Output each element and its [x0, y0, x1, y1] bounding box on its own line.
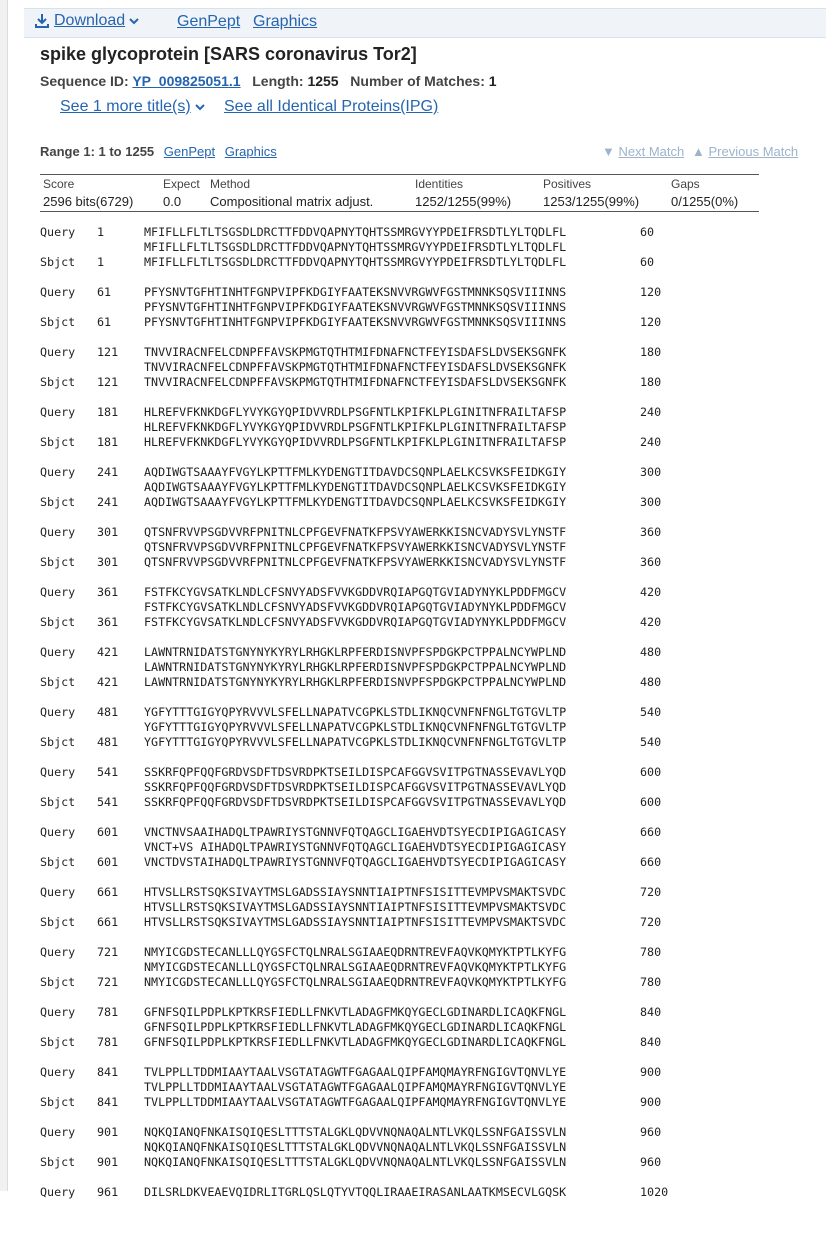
query-end: 120 [640, 285, 662, 299]
query-start: 481 [97, 705, 119, 719]
triangle-up-icon: ▲ [692, 144, 705, 159]
triangle-down-icon: ▼ [602, 144, 615, 159]
sbjct-start: 241 [97, 495, 119, 509]
query-sequence: LAWNTRNIDATSTGNYNYKYRYLRHGKLRPFERDISNVPFSPDGKPCTPPALNCYWPLND [144, 645, 567, 659]
see-more-titles-label[interactable]: See 1 more title(s) [60, 98, 191, 115]
query-label: Query [40, 525, 76, 539]
query-label: Query [40, 1005, 76, 1019]
query-start: 361 [97, 585, 119, 599]
length-value: 1255 [307, 73, 339, 89]
query-sequence: FSTFKCYGVSATKLNDLCFSNVYADSFVVKGDDVRQIAPGQTGVIADYNYKLPDDFMGCV [144, 585, 567, 599]
stats-header-positives: Positives [543, 177, 592, 191]
sbjct-end: 720 [640, 915, 662, 929]
see-identical-proteins-link[interactable]: See all Identical Proteins(IPG) [224, 98, 439, 115]
chevron-down-icon [129, 16, 139, 26]
sbjct-sequence: FSTFKCYGVSATKLNDLCFSNVYADSFVVKGDDVRQIAPGQTGVIADYNYKLPDDFMGCV [144, 615, 567, 629]
sbjct-end: 360 [640, 555, 662, 569]
stats-header-method: Method [210, 177, 251, 191]
sbjct-label: Sbjct [40, 1035, 76, 1049]
query-start: 61 [97, 285, 112, 299]
query-start: 961 [97, 1185, 119, 1199]
query-end: 840 [640, 1005, 662, 1019]
sbjct-start: 721 [97, 975, 119, 989]
sbjct-end: 540 [640, 735, 662, 749]
query-end: 600 [640, 765, 662, 779]
query-label: Query [40, 585, 76, 599]
query-end: 540 [640, 705, 662, 719]
sbjct-end: 900 [640, 1095, 662, 1109]
sbjct-sequence: GFNFSQILPDPLKPTKRSFIEDLLFNKVTLADAGFMKQYGECLGDINARDLICAQKFNGL [144, 1035, 567, 1049]
query-end: 300 [640, 465, 662, 479]
chevron-down-icon [195, 102, 205, 112]
stats-gaps: 0/1255(0%) [671, 194, 739, 209]
toolbar [24, 8, 826, 38]
query-label: Query [40, 1125, 76, 1139]
match-sequence: FSTFKCYGVSATKLNDLCFSNVYADSFVVKGDDVRQIAPGQTGVIADYNYKLPDDFMGCV [144, 600, 567, 614]
sbjct-end: 480 [640, 675, 662, 689]
sbjct-label: Sbjct [40, 855, 76, 869]
stats-header-score: Score [43, 177, 75, 191]
length-label: Length: [252, 73, 304, 89]
query-end: 420 [640, 585, 662, 599]
query-label: Query [40, 645, 76, 659]
query-start: 841 [97, 1065, 119, 1079]
match-sequence: HTVSLLRSTSQKSIVAYTMSLGADSSIAYSNNTIAIPTNFSISITTEVMPVSMAKTSVDC [144, 900, 567, 914]
download-icon [34, 13, 50, 29]
sbjct-sequence: YGFYTTTGIGYQPYRVVVLSFELLNAPATVCGPKLSTDLIKNQCVNFNFNGLTGTGVLTP [144, 735, 567, 749]
sbjct-end: 960 [640, 1155, 662, 1169]
query-start: 661 [97, 885, 119, 899]
sequence-id-label: Sequence ID: [40, 73, 129, 89]
graphics-link[interactable]: Graphics [253, 13, 318, 30]
genpept-link[interactable]: GenPept [177, 13, 241, 30]
sbjct-label: Sbjct [40, 915, 76, 929]
page-left-border [0, 0, 8, 1191]
query-label: Query [40, 825, 76, 839]
query-end: 720 [640, 885, 662, 899]
stats-expect: 0.0 [163, 194, 182, 209]
query-start: 541 [97, 765, 119, 779]
matches-label: Number of Matches: [350, 73, 485, 89]
query-sequence: TNVVIRACNFELCDNPFFAVSKPMGTQTHTMIFDNAFNCTFEYISDAFSLDVSEKSGNFK [144, 345, 567, 359]
sbjct-end: 600 [640, 795, 662, 809]
query-start: 781 [97, 1005, 119, 1019]
sbjct-start: 841 [97, 1095, 119, 1109]
query-start: 121 [97, 345, 119, 359]
match-sequence: NQKQIANQFNKAISQIQESLTTTSTALGKLQDVVNQNAQALNTLVKQLSSNFGAISSVLN [144, 1140, 567, 1154]
match-sequence: SSKRFQPFQQFGRDVSDFTDSVRDPKTSEILDISPCAFGGVSVITPGTNASSEVAVLYQD [144, 780, 567, 794]
query-sequence: MFIFLLFLTLTSGSDLDRCTTFDDVQAPNYTQHTSSMRGVYYPDEIFRSDTLYLTQDLFL [144, 225, 567, 239]
query-sequence: QTSNFRVVPSGDVVRFPNITNLCPFGEVFNATKFPSVYAWERKKISNCVADYSVLYNSTF [144, 525, 567, 539]
query-label: Query [40, 765, 76, 779]
query-label: Query [40, 1185, 76, 1199]
query-sequence: AQDIWGTSAAAYFVGYLKPTTFMLKYDENGTITDAVDCSQNPLAELKCSVKSFEIDKGIY [144, 465, 567, 479]
sbjct-sequence: NMYICGDSTECANLLLQYGSFCTQLNRALSGIAAEQDRNTREVFAQVKQMYKTPTLKYFG [144, 975, 567, 989]
sbjct-start: 1 [97, 255, 105, 269]
sbjct-label: Sbjct [40, 1095, 76, 1109]
match-sequence: GFNFSQILPDPLKPTKRSFIEDLLFNKVTLADAGFMKQYGECLGDINARDLICAQKFNGL [144, 1020, 567, 1034]
sbjct-sequence: HTVSLLRSTSQKSIVAYTMSLGADSSIAYSNNTIAIPTNFSISITTEVMPVSMAKTSVDC [144, 915, 567, 929]
match-sequence: MFIFLLFLTLTSGSDLDRCTTFDDVQAPNYTQHTSSMRGVYYPDEIFRSDTLYLTQDLFL [144, 240, 567, 254]
query-label: Query [40, 465, 76, 479]
sbjct-label: Sbjct [40, 615, 76, 629]
sbjct-start: 601 [97, 855, 119, 869]
query-label: Query [40, 225, 76, 239]
query-end: 1020 [640, 1185, 669, 1199]
sequence-title: spike glycoprotein [SARS coronavirus Tor2] [40, 44, 417, 64]
sbjct-end: 780 [640, 975, 662, 989]
match-sequence: VNCT+VS AIHADQLTPAWRIYSTGNNVFQTQAGCLIGAEHVDTSYECDIPIGAGICASY [144, 840, 567, 854]
range-header [40, 144, 277, 159]
stats-identities: 1252/1255(99%) [415, 194, 512, 209]
query-end: 780 [640, 945, 662, 959]
sbjct-sequence: AQDIWGTSAAAYFVGYLKPTTFMLKYDENGTITDAVDCSQNPLAELKCSVKSFEIDKGIY [144, 495, 567, 509]
query-end: 60 [640, 225, 655, 239]
sbjct-label: Sbjct [40, 375, 76, 389]
stats-score: 2596 bits(6729) [43, 194, 134, 209]
sbjct-sequence: NQKQIANQFNKAISQIQESLTTTSTALGKLQDVVNQNAQALNTLVKQLSSNFGAISSVLN [144, 1155, 567, 1169]
match-sequence: AQDIWGTSAAAYFVGYLKPTTFMLKYDENGTITDAVDCSQNPLAELKCSVKSFEIDKGIY [144, 480, 567, 494]
match-sequence: YGFYTTTGIGYQPYRVVVLSFELLNAPATVCGPKLSTDLIKNQCVNFNFNGLTGTGVLTP [144, 720, 567, 734]
sbjct-label: Sbjct [40, 1155, 76, 1169]
sbjct-end: 300 [640, 495, 662, 509]
sbjct-sequence: QTSNFRVVPSGDVVRFPNITNLCPFGEVFNATKFPSVYAWERKKISNCVADYSVLYNSTF [144, 555, 567, 569]
sequence-info [40, 73, 497, 89]
sbjct-sequence: PFYSNVTGFHTINHTFGNPVIPFKDGIYFAATEKSNVVRGWVFGSTMNNKSQSVIIINNS [144, 315, 567, 329]
query-start: 901 [97, 1125, 119, 1139]
range-label: Range 1: 1 to 1255 [40, 144, 155, 159]
sbjct-start: 121 [97, 375, 119, 389]
query-sequence: PFYSNVTGFHTINHTFGNPVIPFKDGIYFAATEKSNVVRGWVFGSTMNNKSQSVIIINNS [144, 285, 567, 299]
next-match-label[interactable]: Next Match [618, 144, 685, 159]
sbjct-label: Sbjct [40, 795, 76, 809]
match-sequence: LAWNTRNIDATSTGNYNYKYRYLRHGKLRPFERDISNVPFSPDGKPCTPPALNCYWPLND [144, 660, 567, 674]
range-genpept-link[interactable]: GenPept [163, 144, 216, 159]
sbjct-start: 181 [97, 435, 119, 449]
query-sequence: TVLPPLLTDDMIAAYTAALVSGTATAGWTFGAGAALQIPFAMQMAYRFNGIGVTQNVLYE [144, 1065, 567, 1079]
sbjct-start: 361 [97, 615, 119, 629]
sbjct-end: 840 [640, 1035, 662, 1049]
sbjct-end: 240 [640, 435, 662, 449]
stats-positives: 1253/1255(99%) [543, 194, 640, 209]
query-end: 240 [640, 405, 662, 419]
sbjct-label: Sbjct [40, 255, 76, 269]
previous-match-label[interactable]: Previous Match [708, 144, 799, 159]
previous-match-link[interactable] [692, 144, 798, 159]
query-label: Query [40, 885, 76, 899]
query-label: Query [40, 405, 76, 419]
sbjct-sequence: TVLPPLLTDDMIAAYTAALVSGTATAGWTFGAGAALQIPFAMQMAYRFNGIGVTQNVLYE [144, 1095, 567, 1109]
sbjct-start: 781 [97, 1035, 119, 1049]
sbjct-start: 421 [97, 675, 119, 689]
sbjct-sequence: HLREFVFKNKDGFLYVYKGYQPIDVVRDLPSGFNTLKPIFKLPLGINITNFRAILTAFSP [144, 435, 567, 449]
query-start: 241 [97, 465, 119, 479]
matches-value: 1 [488, 73, 497, 89]
query-start: 1 [97, 225, 105, 239]
query-start: 721 [97, 945, 119, 959]
sbjct-start: 901 [97, 1155, 119, 1169]
sbjct-start: 481 [97, 735, 119, 749]
sbjct-sequence: LAWNTRNIDATSTGNYNYKYRYLRHGKLRPFERDISNVPFSPDGKPCTPPALNCYWPLND [144, 675, 567, 689]
query-label: Query [40, 345, 76, 359]
stats-header-gaps: Gaps [671, 177, 700, 191]
sbjct-label: Sbjct [40, 975, 76, 989]
sbjct-end: 120 [640, 315, 662, 329]
query-end: 360 [640, 525, 662, 539]
query-sequence: NMYICGDSTECANLLLQYGSFCTQLNRALSGIAAEQDRNTREVFAQVKQMYKTPTLKYFG [144, 945, 567, 959]
sbjct-label: Sbjct [40, 495, 76, 509]
match-sequence: HLREFVFKNKDGFLYVYKGYQPIDVVRDLPSGFNTLKPIFKLPLGINITNFRAILTAFSP [144, 420, 567, 434]
query-end: 180 [640, 345, 662, 359]
query-start: 181 [97, 405, 119, 419]
query-label: Query [40, 945, 76, 959]
sbjct-start: 61 [97, 315, 112, 329]
query-sequence: HTVSLLRSTSQKSIVAYTMSLGADSSIAYSNNTIAIPTNFSISITTEVMPVSMAKTSVDC [144, 885, 567, 899]
query-sequence: NQKQIANQFNKAISQIQESLTTTSTALGKLQDVVNQNAQALNTLVKQLSSNFGAISSVLN [144, 1125, 567, 1139]
see-more-titles[interactable] [60, 98, 205, 116]
sbjct-end: 420 [640, 615, 662, 629]
query-sequence: SSKRFQPFQQFGRDVSDFTDSVRDPKTSEILDISPCAFGGVSVITPGTNASSEVAVLYQD [144, 765, 567, 779]
stats-header-identities: Identities [415, 177, 464, 191]
download-menu[interactable] [34, 12, 139, 30]
query-label: Query [40, 705, 76, 719]
query-label: Query [40, 1065, 76, 1079]
sbjct-start: 541 [97, 795, 119, 809]
query-end: 960 [640, 1125, 662, 1139]
sbjct-end: 660 [640, 855, 662, 869]
sbjct-sequence: MFIFLLFLTLTSGSDLDRCTTFDDVQAPNYTQHTSSMRGVYYPDEIFRSDTLYLTQDLFL [144, 255, 567, 269]
query-start: 301 [97, 525, 119, 539]
query-sequence: YGFYTTTGIGYQPYRVVVLSFELLNAPATVCGPKLSTDLIKNQCVNFNFNGLTGTGVLTP [144, 705, 567, 719]
query-start: 601 [97, 825, 119, 839]
alignment-stats-table [40, 174, 759, 212]
sbjct-end: 60 [640, 255, 655, 269]
query-end: 660 [640, 825, 662, 839]
sequence-id-link[interactable]: YP_009825051.1 [132, 73, 241, 89]
sbjct-sequence: VNCTDVSTAIHADQLTPAWRIYSTGNNVFQTQAGCLIGAEHVDTSYECDIPIGAGICASY [144, 855, 567, 869]
download-label[interactable]: Download [54, 12, 126, 29]
query-label: Query [40, 285, 76, 299]
query-start: 421 [97, 645, 119, 659]
sbjct-label: Sbjct [40, 735, 76, 749]
query-sequence: VNCTNVSAAIHADQLTPAWRIYSTGNNVFQTQAGCLIGAEHVDTSYECDIPIGAGICASY [144, 825, 567, 839]
match-sequence: PFYSNVTGFHTINHTFGNPVIPFKDGIYFAATEKSNVVRGWVFGSTMNNKSQSVIIINNS [144, 300, 567, 314]
match-sequence: TVLPPLLTDDMIAAYTAALVSGTATAGWTFGAGAALQIPFAMQMAYRFNGIGVTQNVLYE [144, 1080, 567, 1094]
sbjct-start: 661 [97, 915, 119, 929]
sbjct-sequence: TNVVIRACNFELCDNPFFAVSKPMGTQTHTMIFDNAFNCTFEYISDAFSLDVSEKSGNFK [144, 375, 567, 389]
query-sequence: GFNFSQILPDPLKPTKRSFIEDLLFNKVTLADAGFMKQYGECLGDINARDLICAQKFNGL [144, 1005, 567, 1019]
query-sequence: HLREFVFKNKDGFLYVYKGYQPIDVVRDLPSGFNTLKPIFKLPLGINITNFRAILTAFSP [144, 405, 567, 419]
stats-header-expect: Expect [163, 177, 200, 191]
query-end: 900 [640, 1065, 662, 1079]
match-sequence: TNVVIRACNFELCDNPFFAVSKPMGTQTHTMIFDNAFNCTFEYISDAFSLDVSEKSGNFK [144, 360, 567, 374]
sbjct-label: Sbjct [40, 555, 76, 569]
stats-method: Compositional matrix adjust. [210, 194, 374, 209]
sbjct-end: 180 [640, 375, 662, 389]
sbjct-label: Sbjct [40, 435, 76, 449]
sbjct-start: 301 [97, 555, 119, 569]
sbjct-sequence: SSKRFQPFQQFGRDVSDFTDSVRDPKTSEILDISPCAFGGVSVITPGTNASSEVAVLYQD [144, 795, 567, 809]
sbjct-label: Sbjct [40, 675, 76, 689]
query-sequence: DILSRLDKVEAEVQIDRLITGRLQSLQTYVTQQLIRAAEIRASANLAATKMSECVLGQSK [144, 1185, 567, 1199]
next-match-link[interactable] [602, 144, 684, 159]
sbjct-label: Sbjct [40, 315, 76, 329]
range-graphics-link[interactable]: Graphics [224, 144, 277, 159]
match-sequence: NMYICGDSTECANLLLQYGSFCTQLNRALSGIAAEQDRNTREVFAQVKQMYKTPTLKYFG [144, 960, 567, 974]
query-end: 480 [640, 645, 662, 659]
match-sequence: QTSNFRVVPSGDVVRFPNITNLCPFGEVFNATKFPSVYAWERKKISNCVADYSVLYNSTF [144, 540, 567, 554]
